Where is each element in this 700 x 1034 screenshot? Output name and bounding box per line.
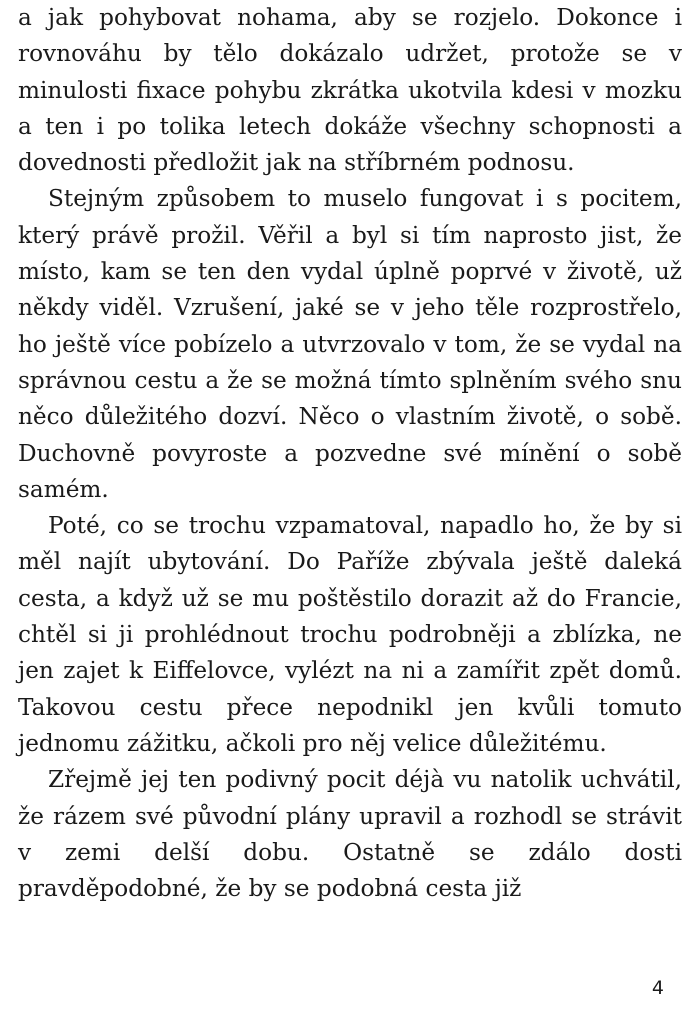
paragraph: Zřejmě jej ten podivný pocit déjà vu natolik uchvátil, že rázem své původní plány upravil a rozhodl se strávit v zemi delší dobu. Ostatně se zdálo dosti pravděpodobné, že by se podobná cesta již bbox=[18, 766, 682, 903]
page-body bbox=[18, 0, 682, 907]
page-number: 4 bbox=[651, 977, 664, 999]
paragraph-continuation: a jak pohybovat nohama, aby se rozjelo. Dokonce i rovnováhu by tělo dokázalo udržet, protože se v minulosti fixace pohybu zkrátka ukotvila kdesi v mozku a ten i po tolika letech dokáže všechny schopnosti a dovednosti předložit jak na stříbrném podnosu. bbox=[18, 4, 682, 177]
paragraph: Poté, co se trochu vzpamatoval, napadlo ho, že by si měl najít ubytování. Do Paříže zbývala ještě daleká cesta, a když už se mu poštěstilo dorazit až do Francie, chtěl si ji prohlédnout trochu podrobněji a zblízka, ne jen zajet k Eiffelovce, vylézt na ni a zamířit zpět domů. Takovou cestu přece nepodnikl jen kvůli tomuto jednomu zážitku, ačkoli pro něj velice důležitému. bbox=[18, 512, 682, 757]
paragraph: Stejným způsobem to muselo fungovat i s pocitem, který právě prožil. Věřil a byl si tím naprosto jist, že místo, kam se ten den vydal úplně poprvé v životě, už někdy viděl. Vzrušení, jaké se v jeho těle rozprostřelo, ho ještě více pobízelo a utvrzovalo v tom, že se vydal na správnou cestu a že se možná tímto splněním svého snu něco důležitého dozví. Něco o vlastním životě, o sobě. Duchovně povyroste a pozvedne své mínění o sobě samém. bbox=[18, 185, 682, 503]
